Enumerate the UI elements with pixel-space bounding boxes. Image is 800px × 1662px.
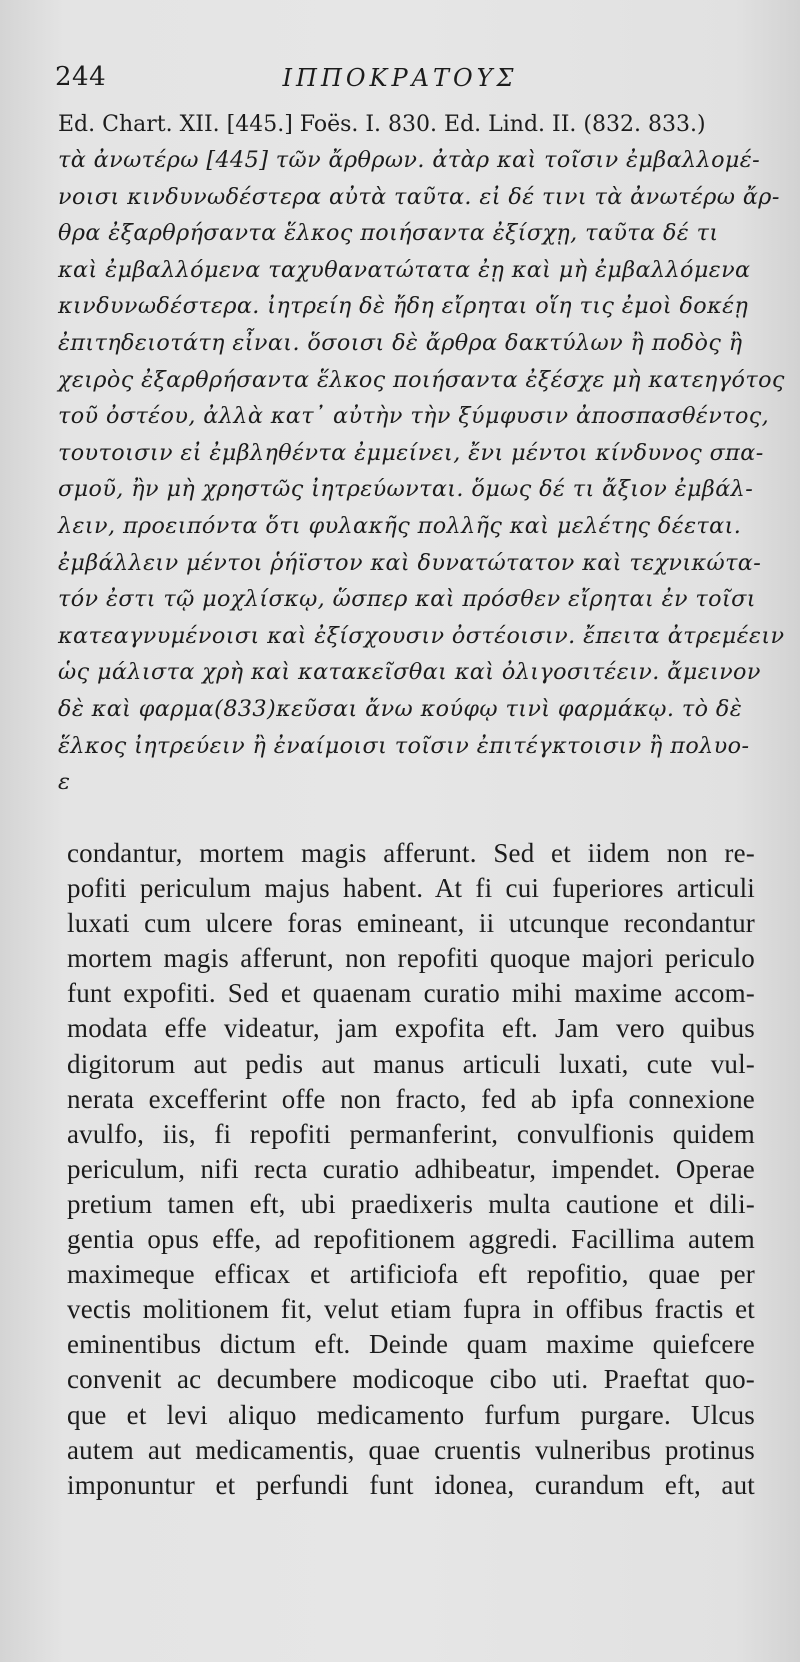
latin-text-line: imponuntur et perfundi funt idonea, curandum eft, aut [67,1469,755,1500]
latin-text-line: luxati cum ulcere foras emineant, ii utcunque recondantur [67,908,755,939]
latin-text-line: que et levi aliquo medicamento furfum purgare. Ulcus [67,1399,755,1430]
latin-text-line: nerata excefferint offe non fracto, fed ab ipfa connexione [67,1083,755,1114]
greek-text-line: ε [58,769,71,796]
greek-text-line: σμοῦ, ἢν μὴ χρηστῶς ἰητρεύωνται. ὅμως δέ τι ἄξιον ἐμβάλ- [58,476,754,503]
latin-text-line: periculum, nifi recta curatio adhibeatur, impendet. Operae [67,1153,755,1184]
greek-text-line: τοῦ ὀστέου, ἀλλὰ κατ᾽ αὐτὴν τὴν ξύμφυσιν ἀποσπασθέντος, [58,403,770,430]
running-title: ΙΠΠΟΚΡΑΤΟΥΣ [282,64,518,92]
greek-text-line: λειν, προειπόντα ὅτι φυλακῆς πολλῆς καὶ μελέτης δέεται. [58,512,742,539]
latin-text-line: modata effe videatur, jam expofita eft. Jam vero quibus [67,1013,755,1044]
greek-text-line: καὶ ἐμβαλλόμενα ταχυθανατώτατα ἐῃ καὶ μὴ ἐμβαλλόμενα [58,256,751,283]
greek-text-line: κινδυνωδέστερα. ἰητρείη δὲ ἤδη εἴρηται οἵη τις ἐμοὶ δοκέῃ [58,293,749,320]
latin-text-line: autem aut medicamentis, quae cruentis vulneribus protinus [67,1434,755,1465]
latin-text-line: pofiti periculum majus habent. At fi cui fuperiores articuli [67,873,755,904]
greek-text-line: ἐμβάλλειν μέντοι ῥήϊστον καὶ δυνατώτατον καὶ τεχνικώτα- [58,549,762,576]
latin-text-line: funt expofiti. Sed et quaenam curatio mihi maxime accom- [67,978,755,1009]
latin-text-line: avulfo, iis, fi repofiti permanferint, convulfionis quidem [67,1118,755,1149]
greek-text-line: τουτοισιν εἰ ἐμβληθέντα ἐμμείνει, ἔνι μέντοι κίνδυνος σπα- [58,439,764,466]
greek-text-line: τόν ἐστι τῷ μοχλίσκῳ, ὥσπερ καὶ πρόσθεν εἴρηται ἐν τοῖσι [58,586,756,613]
greek-text-line: ἐπιτηδειοτάτη εἶναι. ὅσοισι δὲ ἄρθρα δακτύλων ἢ ποδὸς ἢ [58,329,743,356]
latin-text-line: convenit ac decumbere modicoque cibo uti. Praeftat quo- [67,1364,755,1395]
latin-text-line: mortem magis afferunt, non repofiti quoque majori periculo [67,943,755,974]
greek-text-line: κατεαγνυμένοισι καὶ ἐξίσχουσιν ὀστέοισιν. ἔπειτα ἀτρεμέειν [58,622,785,649]
edition-reference: Ed. Chart. XII. [445.] Foës. I. 830. Ed. Lind. II. (832. 833.) [58,112,706,137]
greek-text-line: ὡς μάλιστα χρὴ καὶ κατακεῖσθαι καὶ ὀλιγοσιτέειν. ἄμεινον [58,659,761,686]
page-number: 244 [55,62,107,92]
greek-text-line: θρα ἐξαρθρήσαντα ἕλκος ποιήσαντα ἐξίσχῃ, ταῦτα δέ τι [58,220,719,247]
greek-text-line: ἕλκος ἰητρεύειν ἢ ἐναίμοισι τοῖσιν ἐπιτέγκτοισιν ἢ πολυο- [58,732,750,759]
greek-text-line: δὲ καὶ φαρμα(833)κεῦσαι ἄνω κούφῳ τινὶ φαρμάκῳ. τὸ δὲ [58,695,743,722]
page-header [55,62,745,102]
latin-text-line: condantur, mortem magis afferunt. Sed et iidem non re- [67,838,755,868]
greek-text-block [58,142,785,801]
greek-text-line: νοισι κινδυνωδέστερα αὐτὰ ταῦτα. εἰ δέ τινι τὰ ἀνωτέρω ἄρ- [58,183,780,210]
latin-text-line: maximeque efficax et artificiofa eft repofitio, quae per [67,1259,755,1290]
latin-text-line: pretium tamen eft, ubi praedixeris multa cautione et dili- [67,1188,755,1219]
latin-text-line: eminentibus dictum eft. Deinde quam maxime quiefcere [67,1329,755,1360]
greek-text-line: τὰ ἀνωτέρω [445] τῶν ἄρθρων. ἀτὰρ καὶ τοῖσιν ἐμβαλλομέ- [58,147,761,173]
greek-text-line: χειρὸς ἐξαρθρήσαντα ἕλκος ποιήσαντα ἐξέσχε μὴ κατεηγότος [58,366,785,393]
latin-text-line: gentia opus effe, ad repofitionem aggredi. Facillima autem [67,1224,755,1255]
latin-text-line: vectis molitionem fit, velut etiam fupra in offibus fractis et [67,1294,755,1325]
latin-text-line: digitorum aut pedis aut manus articuli luxati, cute vul- [67,1048,755,1079]
latin-translation-block [67,836,767,1503]
